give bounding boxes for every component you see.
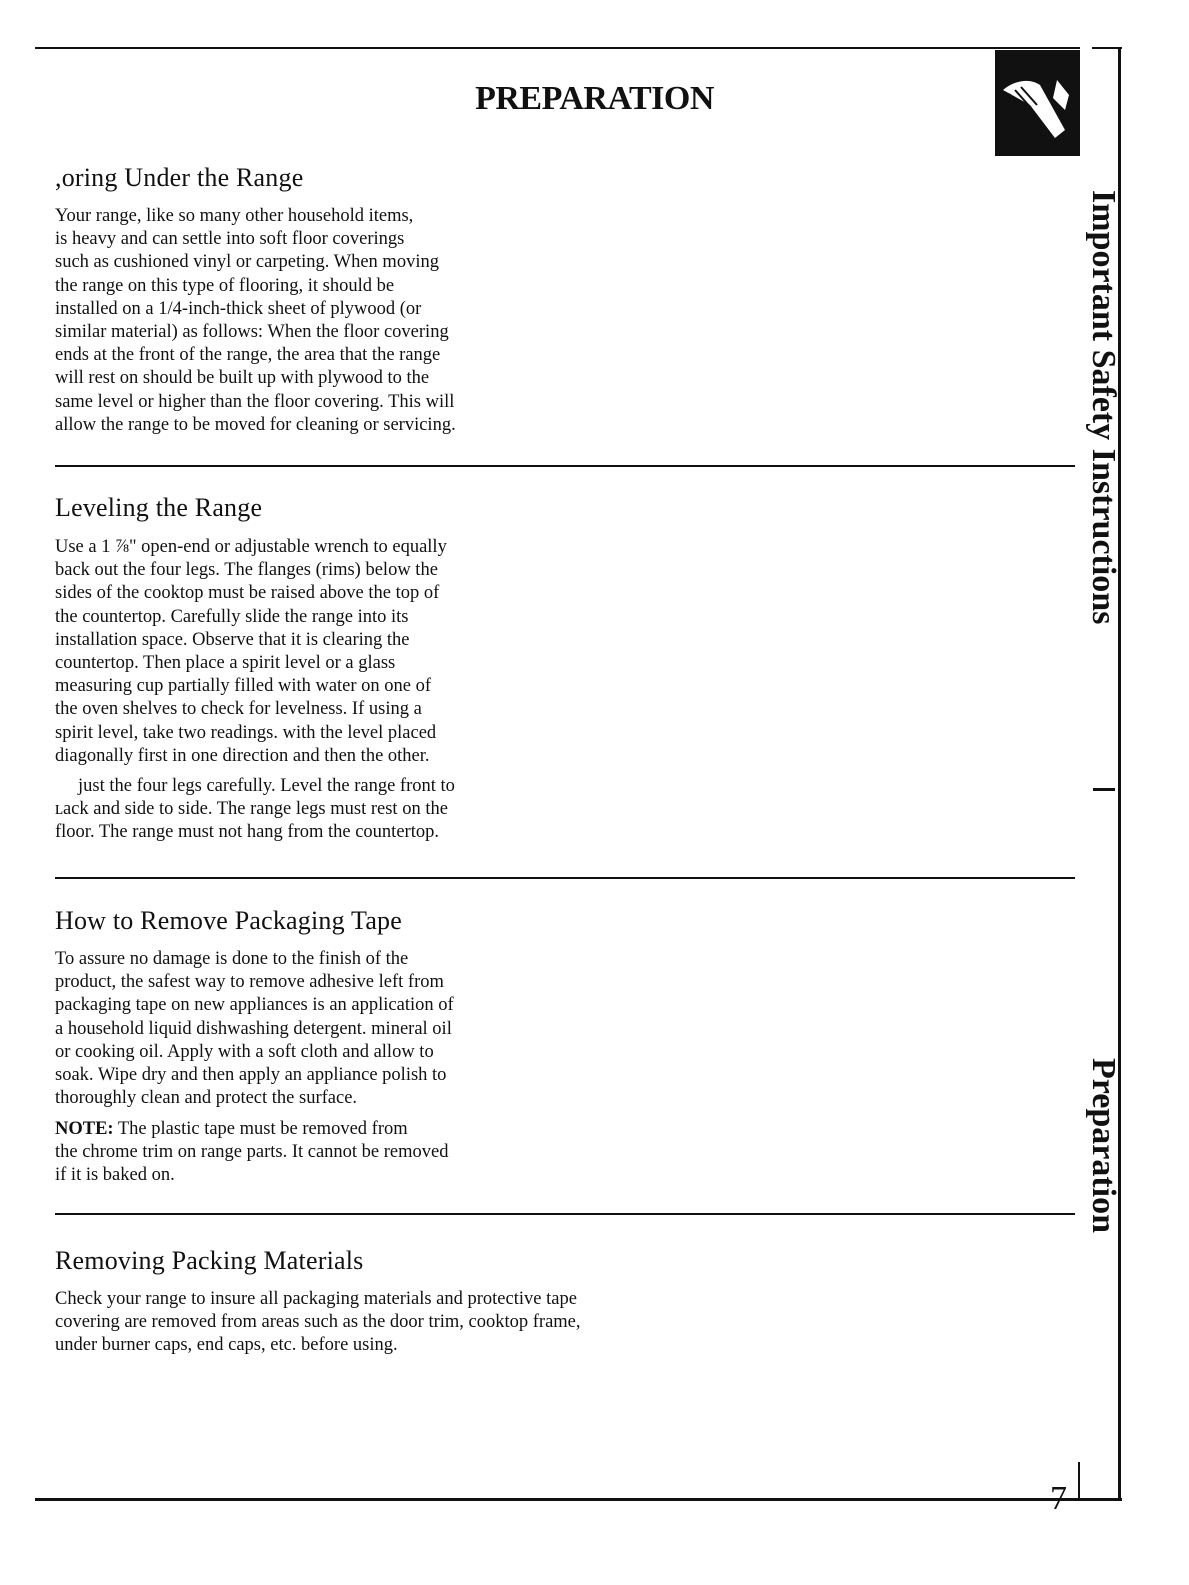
section-heading-leveling: Leveling the Range [55,493,263,522]
text-line: the countertop. Carefully slide the range into its [55,606,409,627]
text-line: the range on this type of flooring, it should be [55,275,395,296]
text-line: installation space. Observe that it is clearing the [55,629,410,650]
text-line: such as cushioned vinyl or carpeting. When moving [55,252,439,273]
text-line: ends at the front of the range, the area that the range [55,345,441,366]
leveling-paragraph-3 [55,798,448,844]
section-divider [55,877,1075,879]
page-title: PREPARATION [475,80,714,117]
section-heading-tape: How to Remove Packaging Tape [55,906,403,935]
text-line: Use a 1 ⅞" open-end or adjustable wrench to equally [55,537,447,557]
text-line: the oven shelves to check for levelness. If using a [55,699,422,720]
section-divider [55,1213,1075,1215]
text-line: just the four legs carefully. Level the range front to [78,776,455,796]
page-number: 7 [1050,1480,1067,1517]
flooring-paragraph [55,205,456,437]
note-label: NOTE: [55,1119,114,1139]
side-tab-preparation: Preparation [1085,1058,1122,1234]
leveling-paragraph [55,536,447,768]
top-rule [35,47,1080,49]
leveling-paragraph-2 [78,775,455,798]
side-tab-safety: Important Safety Instructions [1085,190,1122,625]
text-line: ʟack and side to side. The range legs must rest on the [55,799,448,819]
text-line: the chrome trim on range parts. It cannot be removed [55,1142,449,1163]
tape-note [55,1118,449,1188]
text-line: thoroughly clean and protect the surface. [55,1088,358,1109]
text-line: allow the range to be moved for cleaning or servicing. [55,414,456,435]
text-line: will rest on should be built up with plywood to the [55,368,430,389]
text-line: sides of the cooktop must be raised above the top of [55,583,440,604]
tape-paragraph [55,948,454,1110]
text-line: The plastic tape must be removed from [113,1119,408,1139]
section-heading-packing: Removing Packing Materials [55,1246,364,1275]
text-line: covering are removed from areas such as the door trim, cooktop frame, [55,1312,581,1333]
packing-paragraph [55,1288,581,1358]
text-line: spirit level, take two readings. with the level placed [55,722,437,743]
text-line: if it is baked on. [55,1165,175,1186]
bottom-rule [35,1498,1122,1501]
inner-vertical-rule [1078,1462,1080,1500]
section-heading-flooring: ,oring Under the Range [55,163,304,192]
text-line: product, the safest way to remove adhesive left from [55,972,444,993]
text-line: is heavy and can settle into soft floor coverings [55,229,405,250]
text-line: Check your range to insure all packaging materials and protective tape [55,1289,577,1309]
text-line: Your range, like so many other household items, [55,206,414,226]
section-divider [55,465,1075,467]
text-line: same level or higher than the floor covering. This will [55,391,455,412]
text-line: a household liquid dishwashing detergent. mineral oil [55,1018,452,1039]
text-line: floor. The range must not hang from the countertop. [55,822,439,843]
side-tab-separator [1093,788,1115,791]
text-line: packaging tape on new appliances is an application of [55,995,454,1016]
text-line: similar material) as follows: When the floor covering [55,322,449,343]
text-line: countertop. Then place a spirit level or a glass [55,653,396,674]
text-line: under burner caps, end caps, etc. before using. [55,1335,398,1356]
text-line: To assure no damage is done to the finish of the [55,949,409,969]
text-line: back out the four legs. The flanges (rims) below the [55,560,438,581]
text-line: measuring cup partially filled with water on one of [55,676,432,697]
text-line: installed on a 1/4-inch-thick sheet of plywood (or [55,298,422,319]
text-line: soak. Wipe dry and then apply an appliance polish to [55,1065,447,1086]
text-line: or cooking oil. Apply with a soft cloth and allow to [55,1041,434,1062]
text-line: diagonally first in one direction and then the other. [55,745,430,766]
